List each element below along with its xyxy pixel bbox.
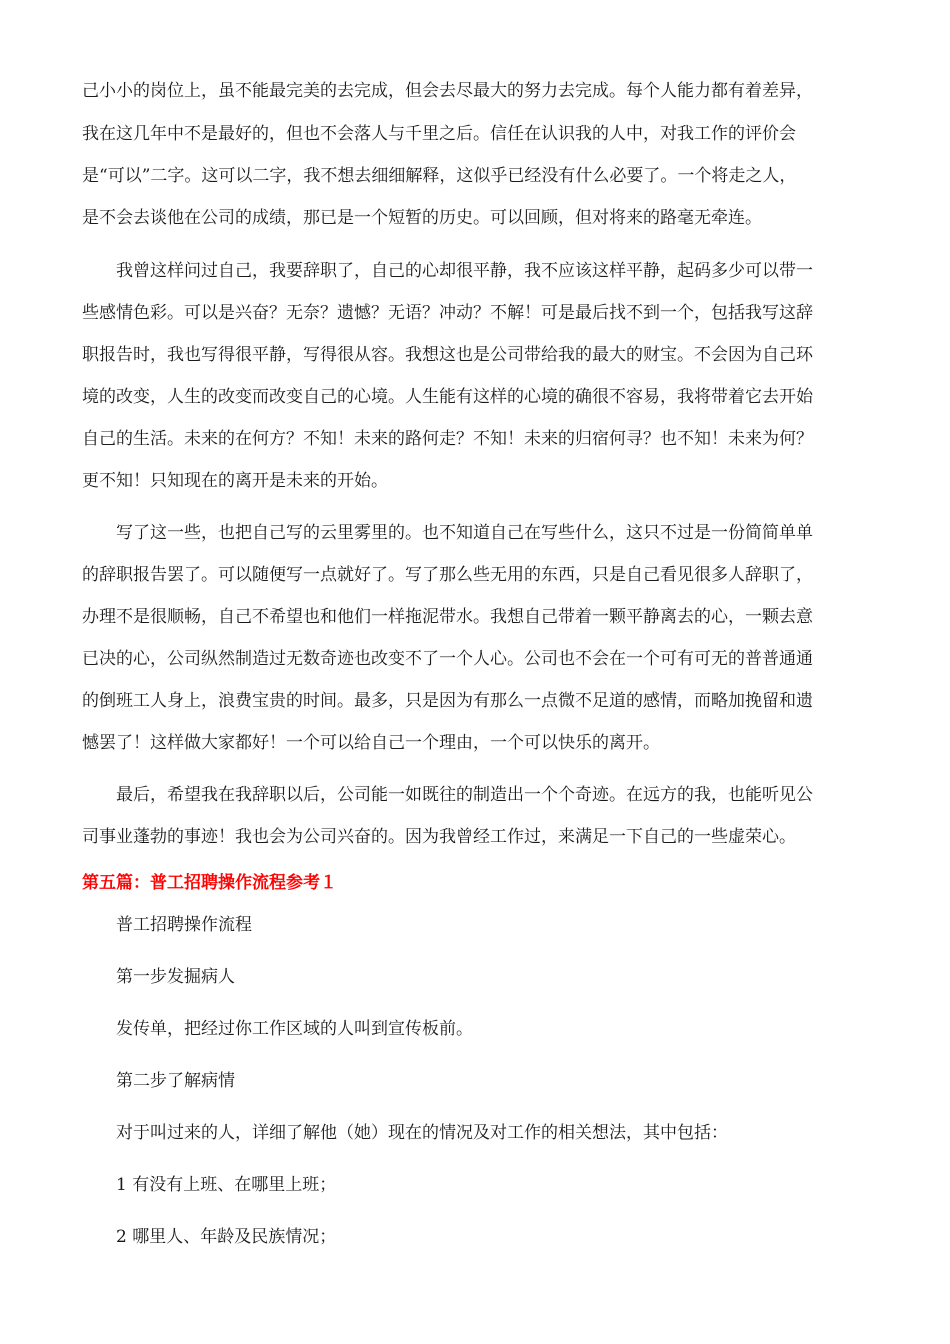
paragraph-line: 更不知！只知现在的离开是未来的开始。: [82, 471, 388, 491]
paragraph-line: 我在这几年中不是最好的，但也不会落人与千里之后。信任在认识我的人中，对我工作的评价会: [82, 124, 796, 144]
list-item: 1 有没有上班、在哪里上班；: [116, 1175, 337, 1195]
paragraph-line: 自己的生活。未来的在何方？不知！未来的路何走？不知！未来的归宿何寻？也不知！未来为何？: [82, 429, 813, 449]
paragraph-line: 是不会去谈他在公司的成绩，那已是一个短暂的历史。可以回顾，但对将来的路毫无牵连。: [82, 208, 762, 228]
paragraph-line: 职报告时，我也写得很平静，写得很从容。我想这也是公司带给我的最大的财宝。不会因为自己环: [82, 345, 813, 365]
paragraph-line: 境的改变，人生的改变而改变自己的心境。人生能有这样的心境的确很不容易，我将带着它去开始: [82, 387, 813, 407]
paragraph-line: 办理不是很顺畅，自己不希望也和他们一样拖泥带水。我想自己带着一颗平静离去的心，一颗去意: [82, 607, 813, 627]
list-item: 普工招聘操作流程: [116, 915, 252, 935]
paragraph-line: 是“可以”二字。这可以二字，我不想去细细解释，这似乎已经没有什么必要了。一个将走之人，: [82, 166, 797, 186]
paragraph-line: 写了这一些，也把自己写的云里雾里的。也不知道自己在写些什么，这只不过是一份简简单单: [116, 523, 813, 543]
section-heading: 第五篇：普工招聘操作流程参考１: [82, 873, 337, 893]
paragraph-line: 我曾这样问过自己，我要辞职了，自己的心却很平静，我不应该这样平静，起码多少可以带一: [116, 261, 813, 281]
paragraph-line: 的倒班工人身上，浪费宝贵的时间。最多，只是因为有那么一点微不足道的感情，而略加挽留和遗: [82, 691, 813, 711]
paragraph-line: 已决的心，公司纵然制造过无数奇迹也改变不了一个人心。公司也不会在一个可有可无的普普通通: [82, 649, 813, 669]
paragraph-line: 司事业蓬勃的事迹！我也会为公司兴奋的。因为我曾经工作过，来满足一下自己的一些虚荣心。: [82, 827, 796, 847]
list-item: 对于叫过来的人，详细了解他（她）现在的情况及对工作的相关想法，其中包括：: [116, 1123, 728, 1143]
paragraph-line: 憾罢了！这样做大家都好！一个可以给自己一个理由，一个可以快乐的离开。: [82, 733, 660, 753]
paragraph-line: 的辞职报告罢了。可以随便写一点就好了。写了那么些无用的东西，只是自己看见很多人辞职了，: [82, 565, 813, 585]
paragraph-line: 最后，希望我在我辞职以后，公司能一如既往的制造出一个个奇迹。在远方的我，也能听见公: [116, 785, 813, 805]
paragraph-line: 些感情色彩。可以是兴奋？无奈？遗憾？无语？冲动？不解！可是最后找不到一个，包括我写这辞: [82, 303, 813, 323]
list-item: 第二步了解病情: [116, 1071, 235, 1091]
list-item: 2 哪里人、年龄及民族情况；: [116, 1227, 337, 1247]
list-item: 发传单，把经过你工作区域的人叫到宣传板前。: [116, 1019, 473, 1039]
list-item: 第一步发掘病人: [116, 967, 235, 987]
paragraph-line: 己小小的岗位上，虽不能最完美的去完成，但会去尽最大的努力去完成。每个人能力都有着差异，: [82, 81, 813, 101]
